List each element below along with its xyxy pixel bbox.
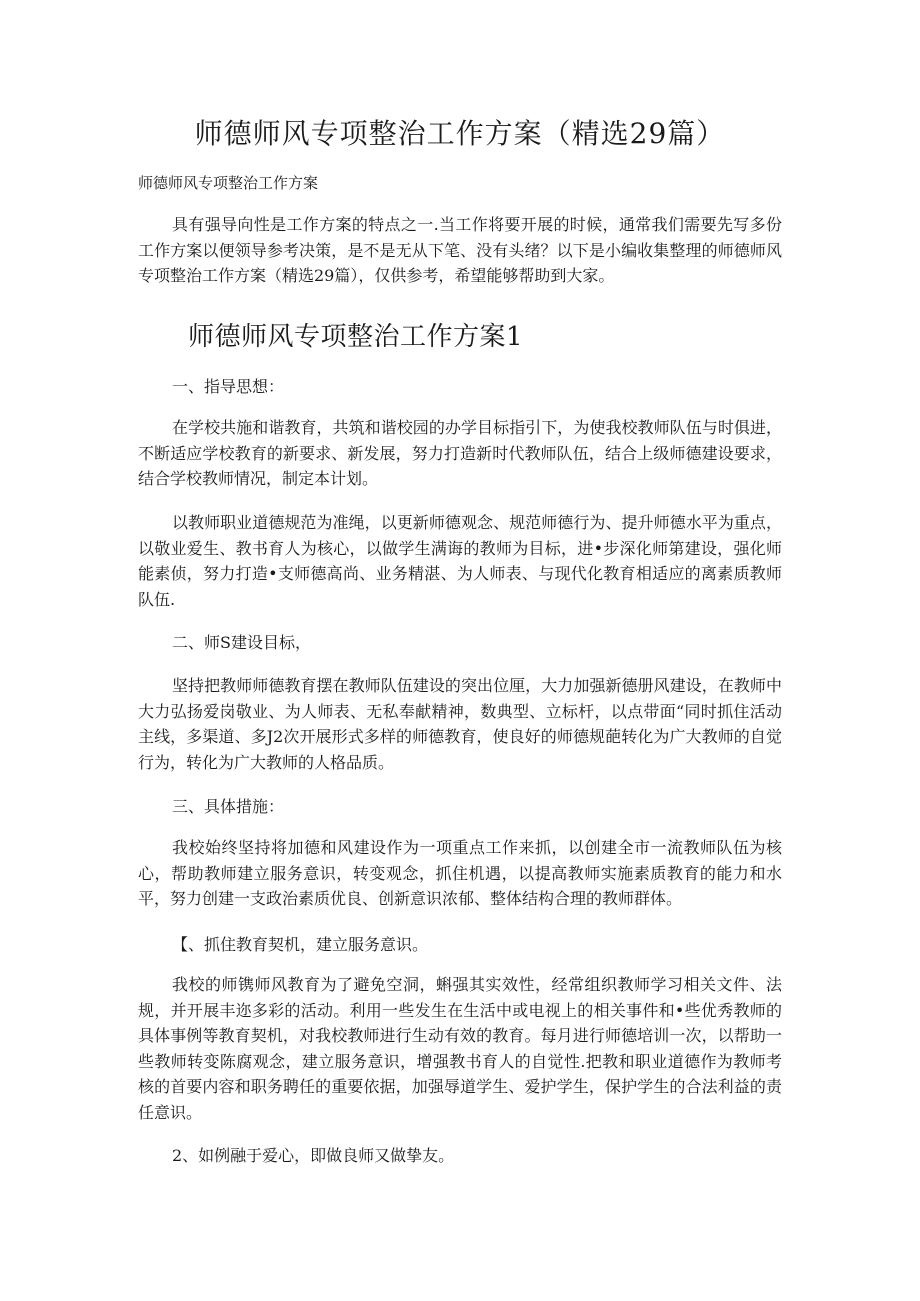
paragraph-guiding-thought: 在学校共施和谐教育，共筑和谐校园的办学目标指引下，为使我校教师队伍与时俱进，不断适应学校教育的新要求、新发展，努力打造新时代教师队伍，结合上级师德建设要求，结合学校教师情况，制定本计划。 — [138, 418, 782, 488]
document-subtitle: 师德师风专项整治工作方案 — [138, 174, 319, 192]
heading-measure-1: 【、抓住教育契机，建立服务意识。 — [172, 935, 429, 954]
intro-paragraph: 具有强导向性是工作方案的特点之一.当工作将要开展的时候，通常我们需要先写多份工作方案以便领导参考决策，是不是无从下笔、没有头绪？以下是小编收集整理的师德师风专项整治工作方案（精选29篇），仅供参考，希望能够帮助到大家。 — [138, 215, 782, 285]
paragraph-specific-measures: 我校始终坚持将加德和风建设作为一项重点工作来抓，以创建全市一流教师队伍为核心，帮助教师建立服务意识，转变观念，抓住机遇，以提高教师实施素质教育的能力和水平，努力创建一支政治素质优良、创新意识浓郁、整体结构合理的教师群体。 — [138, 838, 782, 908]
paragraph-measure-1: 我校的师镌师风教育为了避免空洞，蝌强其实效性，经常组织教师学习相关文件、法规，并开展丰迩多彩的活动。利用一些发生在生活中或电视上的相关事件和•些优秀教师的具体事例等教育契机，对我校教师进行生动有效的教育。每月进行师德培训一次，以帮助一些教师转变陈腐观念，建立服务意识，增强教书育人的自觉性.把教和职业道德作为教师考核的首要内容和职务聘任的重要依据，加强辱道学生、爱护学生，保护学生的合法利益的责任意识。 — [138, 975, 782, 1122]
heading-construction-goal: 二、师S建设目标， — [172, 633, 311, 652]
paragraph-construction-goal: 坚持把教师师德教育摆在教师队伍建设的突出位厘，大力加强新德册风建设，在教师中大力弘扬爱岗敬业、为人师表、无私奉献精神，数典型、立标杆，以点带面“同时抓住活动主线，多渠道、多J2次开展形式多样的师德教育，使良好的师德规葩转化为广大教师的自觉行为，转化为广大教师的人格品质。 — [138, 676, 782, 772]
section-heading-1: 师德师风专项整治工作方案1 — [188, 322, 524, 352]
paragraph-ethics-norms: 以教师职业道德规范为准绳，以更新师德观念、规范师德行为、提升师德水平为重点，以敬业爱生、教书育人为核心，以做学生满诲的教师为目标，进•步深化师第建设，强化师能素侦，努力打造•支师德高尚、业务精湛、为人师表、与现代化教育相适应的离素质教师队伍. — [138, 513, 782, 609]
heading-specific-measures: 三、具体措施： — [172, 797, 285, 816]
heading-measure-2: 2、如例融于爱心，即做良师又做挚友。 — [172, 1146, 455, 1165]
heading-guiding-thought: 一、指导思想： — [172, 377, 285, 396]
document-title: 师德师风专项整治工作方案（精选29篇） — [194, 117, 726, 150]
